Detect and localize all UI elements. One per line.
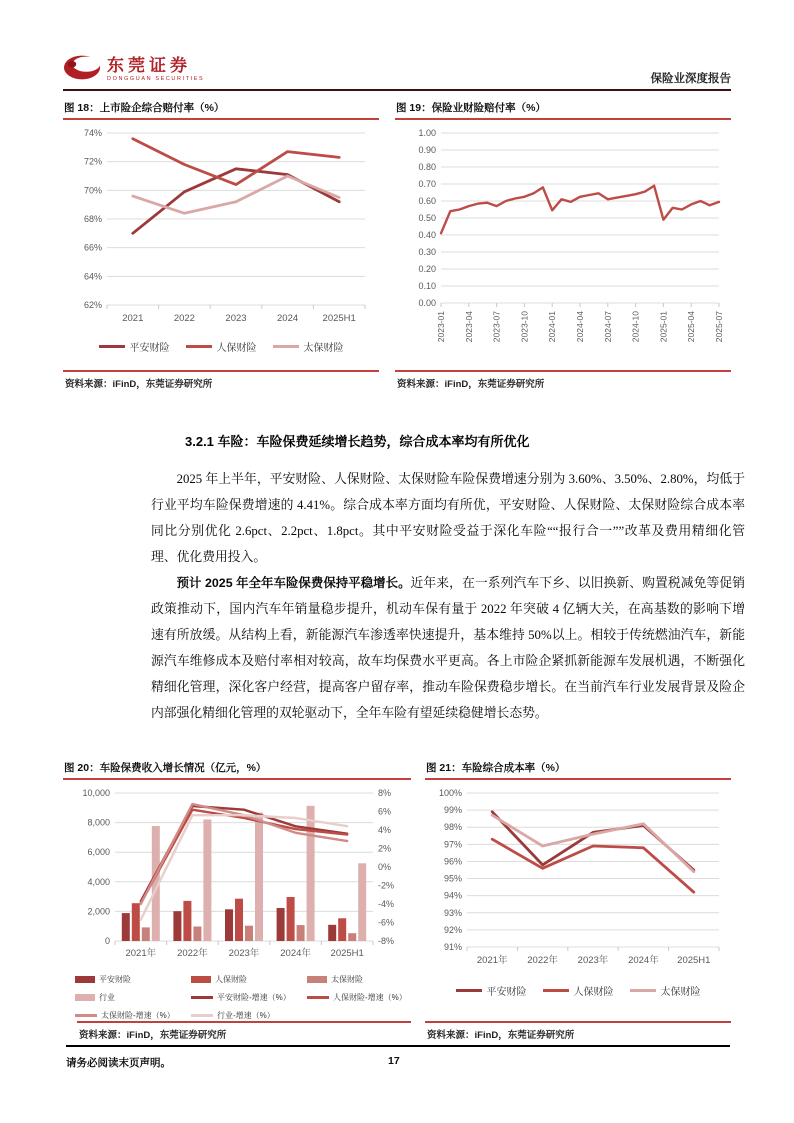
legend-item [630, 983, 701, 998]
brand-name-en: DONGGUAN SECURITIES [107, 76, 205, 83]
line-series [441, 186, 719, 234]
figure-20 [63, 760, 411, 1041]
svg-text:2024年: 2024年 [628, 955, 659, 966]
legend-label: 太保财险 [660, 987, 701, 998]
legend-swatch [630, 989, 656, 992]
svg-text:94%: 94% [443, 890, 462, 901]
svg-text:2021: 2021 [122, 313, 144, 324]
svg-text:1.00: 1.00 [418, 128, 436, 138]
svg-text:2%: 2% [378, 843, 392, 854]
figure-21-chart [425, 785, 731, 975]
legend-item [179, 974, 295, 985]
legend-label: 人保财险 [214, 975, 247, 984]
x-axis [467, 947, 719, 966]
legend-item [179, 992, 295, 1003]
legend-swatch [191, 976, 211, 983]
svg-text:93%: 93% [443, 907, 462, 918]
page-number: 17 [388, 1055, 400, 1067]
svg-text:99%: 99% [443, 805, 462, 816]
bar-太保财险 [193, 927, 201, 942]
svg-text:98%: 98% [443, 822, 462, 833]
legend-label: 太保财险 [303, 343, 344, 354]
svg-text:2025-07: 2025-07 [714, 311, 724, 343]
svg-text:0.70: 0.70 [418, 179, 436, 189]
legend-swatch [456, 989, 482, 992]
bar-人保财险 [183, 901, 191, 941]
legend-item [63, 974, 179, 985]
svg-text:4,000: 4,000 [87, 876, 110, 887]
svg-text:2024-04: 2024-04 [575, 311, 585, 343]
grid-and-y-axis [439, 788, 719, 952]
grid-and-y-axis [418, 128, 719, 308]
svg-text:0.10: 0.10 [418, 281, 436, 291]
figure-18 [63, 100, 379, 390]
legend-label: 平安财险-增速（%） [216, 993, 291, 1002]
svg-text:2021年: 2021年 [125, 948, 157, 959]
series-太保财险 [133, 176, 339, 213]
bar-人保财险 [132, 903, 140, 941]
svg-text:91%: 91% [443, 942, 462, 952]
figure-18-title: 图 18：上市险企综合赔付率（%） [63, 100, 379, 120]
svg-text:2023-04: 2023-04 [463, 311, 474, 343]
svg-text:97%: 97% [443, 839, 462, 850]
brand [63, 54, 204, 86]
legend-item [63, 992, 179, 1003]
figure-19-chart [395, 125, 731, 367]
section-heading: 3.2.1 车险：车险保费延续增长趋势，综合成本率均有所优化 [185, 434, 530, 449]
bar-平安财险 [225, 909, 233, 941]
bar-太保财险 [245, 926, 253, 941]
bar-行业 [358, 863, 366, 941]
svg-text:-4%: -4% [378, 899, 395, 909]
svg-text:74%: 74% [83, 128, 102, 138]
svg-text:-8%: -8% [378, 936, 395, 946]
svg-text:8%: 8% [378, 788, 392, 798]
svg-text:-6%: -6% [378, 917, 395, 928]
line-series [492, 812, 694, 892]
svg-text:4%: 4% [378, 825, 392, 835]
svg-text:92%: 92% [443, 924, 462, 935]
legend-item [179, 1010, 295, 1021]
svg-text:2024-10: 2024-10 [630, 311, 641, 343]
svg-text:2023-10: 2023-10 [519, 311, 530, 343]
svg-text:2024年: 2024年 [280, 948, 311, 959]
svg-text:72%: 72% [83, 156, 102, 167]
svg-text:-2%: -2% [378, 880, 395, 891]
fig18-canvas [63, 125, 377, 331]
legend-item [295, 992, 411, 1003]
figure-20-body [63, 780, 411, 1021]
legend-label: 人保财险 [216, 343, 257, 354]
bar-太保财险 [297, 925, 305, 941]
x-axis [107, 305, 365, 324]
series-人保财险 [492, 839, 694, 892]
svg-text:0.40: 0.40 [418, 230, 436, 240]
legend-swatch [75, 976, 95, 983]
figure-19-source: 资料来源：iFinD，东莞证券研究所 [395, 370, 731, 390]
svg-text:96%: 96% [443, 856, 462, 867]
svg-text:2023-01: 2023-01 [436, 311, 446, 343]
legend-label: 行业 [99, 993, 115, 1002]
report-title: 保险业深度报告 [650, 73, 731, 85]
svg-text:2,000: 2,000 [87, 906, 110, 917]
svg-text:0%: 0% [378, 862, 392, 872]
svg-text:2024: 2024 [277, 313, 299, 324]
svg-text:6%: 6% [378, 806, 392, 817]
section-body [151, 466, 745, 726]
legend-item [273, 339, 344, 354]
figure-18-chart [63, 125, 379, 331]
legend-label: 太保财险-增速（%） [101, 1011, 175, 1020]
legend-item [99, 339, 170, 354]
x-axis [115, 941, 373, 959]
svg-text:2025H1: 2025H1 [322, 313, 356, 324]
legend-label: 平安财险 [486, 987, 527, 998]
svg-text:2022: 2022 [173, 313, 195, 324]
svg-text:0.90: 0.90 [418, 145, 436, 155]
legend-swatch [273, 345, 299, 348]
svg-text:2024-07: 2024-07 [602, 311, 613, 343]
paragraph-1: 2025 年上半年，平安财险、人保财险、太保财险车险保费增速分别为 3.60%、3.50%、2.80%，均低于行业平均车险保费增速的 4.41%。综合成本率方面均有所优，平安财险、人保财险、太保财险综合成本率同比分别优化 2.6pct、2.2pct、1.8pct。其中平安财险受益于深化车险““报行合一””改革及费用精细化管理、优化费用投入。 [151, 472, 745, 564]
growth-line-series [141, 804, 347, 920]
brand-name-cn: 东莞证券 [107, 56, 191, 76]
brand-logo-icon [63, 54, 101, 86]
legend-label: 平安财险 [99, 975, 131, 984]
svg-text:66%: 66% [83, 242, 102, 253]
svg-text:95%: 95% [443, 873, 462, 884]
legend-item [186, 339, 257, 354]
paragraph-2-lead: 预计 2025 年全年车险保费保持平稳增长。 [176, 576, 411, 590]
legend-swatch [307, 976, 327, 983]
bar-平安财险 [122, 913, 130, 941]
fig19-canvas [395, 125, 731, 367]
figure-20-title: 图 20：车险保费收入增长情况（亿元，%） [63, 760, 411, 780]
bar-人保财险 [338, 918, 346, 941]
svg-text:0.00: 0.00 [418, 298, 436, 308]
bar-人保财险 [287, 897, 295, 941]
bar-行业 [255, 813, 263, 941]
svg-text:62%: 62% [83, 300, 102, 310]
legend-swatch [191, 1014, 213, 1017]
legend-swatch [75, 994, 95, 1001]
legend-swatch [307, 996, 329, 999]
figure-19-title: 图 19：保险业财险赔付率（%） [395, 100, 731, 120]
legend-item [63, 1010, 179, 1021]
figure-20-legend [63, 974, 411, 1021]
svg-text:8,000: 8,000 [87, 817, 110, 828]
svg-text:2023年: 2023年 [228, 948, 260, 959]
figure-18-body [63, 120, 379, 370]
svg-text:2022年: 2022年 [527, 955, 558, 966]
svg-text:70%: 70% [83, 185, 102, 196]
legend-label: 平安财险 [129, 343, 170, 354]
svg-text:2025-01: 2025-01 [658, 311, 669, 343]
svg-text:0: 0 [104, 936, 110, 946]
bar-行业 [203, 820, 211, 942]
right-axis [378, 788, 394, 946]
bar-行业 [307, 806, 315, 941]
svg-text:2025-04: 2025-04 [686, 311, 697, 343]
legend-item [456, 983, 527, 998]
paragraph-2-rest: 近年来，在一系列汽车下乡、以旧换新、购置税减免等促销政策推动下，国内汽车年销量稳步提升，机动车保有量于 2022 年突破 4 亿辆大关，在高基数的影响下增速有所放缓。从结构上看，新能源汽车渗透率快速提升，基本维持 50%以上。相较于传统燃油汽车，新能源汽车维修成本及赔付率相对较高，故车均保费水平更高。各上市险企紧抓新能源车发展机遇，不断强化精细化管理，深化客户经营，提高客户留存率，推动车险保费稳步增长。在当前汽车行业发展背景及险企内部强化精细化管理的双轮驱动下，全年车险有望延续稳健增长态势。 [151, 576, 746, 720]
footer-divider [66, 1045, 730, 1047]
bar-平安财险 [328, 925, 336, 941]
figure-19-body [395, 120, 731, 370]
legend-swatch [75, 1014, 97, 1017]
fig20-canvas [63, 785, 409, 965]
svg-text:0.30: 0.30 [418, 247, 436, 257]
figure-18-legend [63, 339, 379, 354]
figure-21 [425, 760, 731, 1041]
bar-平安财险 [173, 911, 181, 941]
brand-text [107, 57, 204, 83]
figure-21-source: 资料来源：iFinD，东莞证券研究所 [425, 1021, 731, 1041]
legend-swatch [99, 345, 125, 348]
legend-label: 人保财险-增速（%） [332, 993, 407, 1002]
figure-21-legend [425, 983, 731, 998]
svg-text:0.20: 0.20 [418, 264, 436, 274]
svg-text:2023-07: 2023-07 [491, 311, 502, 343]
series-财险赔付率 [441, 186, 719, 234]
figure-21-title: 图 21：车险综合成本率（%） [425, 760, 731, 780]
footer-disclaimer: 请务必阅读末页声明。 [66, 1057, 171, 1069]
svg-text:68%: 68% [83, 214, 102, 224]
legend-label: 行业-增速（%） [216, 1011, 275, 1020]
legend-swatch [543, 989, 569, 992]
figure-20-source: 资料来源：iFinD，东莞证券研究所 [77, 1021, 411, 1041]
svg-text:2023: 2023 [225, 313, 247, 324]
bar-平安财险 [277, 908, 285, 941]
svg-text:2021年: 2021年 [476, 955, 508, 966]
bar-太保财险 [348, 933, 356, 941]
figure-18-source: 资料来源：iFinD，东莞证券研究所 [63, 370, 379, 390]
svg-text:64%: 64% [83, 271, 102, 282]
x-axis [436, 303, 724, 342]
svg-text:2025H1: 2025H1 [330, 948, 364, 959]
legend-item [543, 983, 614, 998]
svg-text:2025H1: 2025H1 [677, 955, 711, 966]
page-header [63, 44, 731, 91]
legend-label: 人保财险 [573, 987, 614, 998]
legend-item [295, 974, 411, 985]
svg-text:2022年: 2022年 [177, 948, 208, 959]
figure-20-chart [63, 785, 411, 965]
svg-text:2023年: 2023年 [577, 955, 609, 966]
bar-人保财险 [235, 899, 243, 941]
svg-text:0.80: 0.80 [418, 162, 436, 172]
bar-太保财险 [142, 927, 150, 941]
legend-swatch [186, 345, 212, 348]
legend-label: 太保财险 [330, 975, 363, 984]
paragraph-2 [151, 570, 745, 726]
svg-text:2024-01: 2024-01 [547, 311, 558, 343]
svg-text:100%: 100% [438, 788, 462, 798]
figure-21-body [425, 780, 731, 1021]
legend-swatch [191, 996, 213, 999]
figure-19 [395, 100, 731, 390]
svg-text:0.50: 0.50 [418, 213, 436, 223]
svg-text:10,000: 10,000 [82, 788, 110, 798]
svg-text:0.60: 0.60 [418, 196, 436, 206]
fig21-canvas [425, 785, 731, 975]
svg-text:6,000: 6,000 [87, 847, 110, 858]
